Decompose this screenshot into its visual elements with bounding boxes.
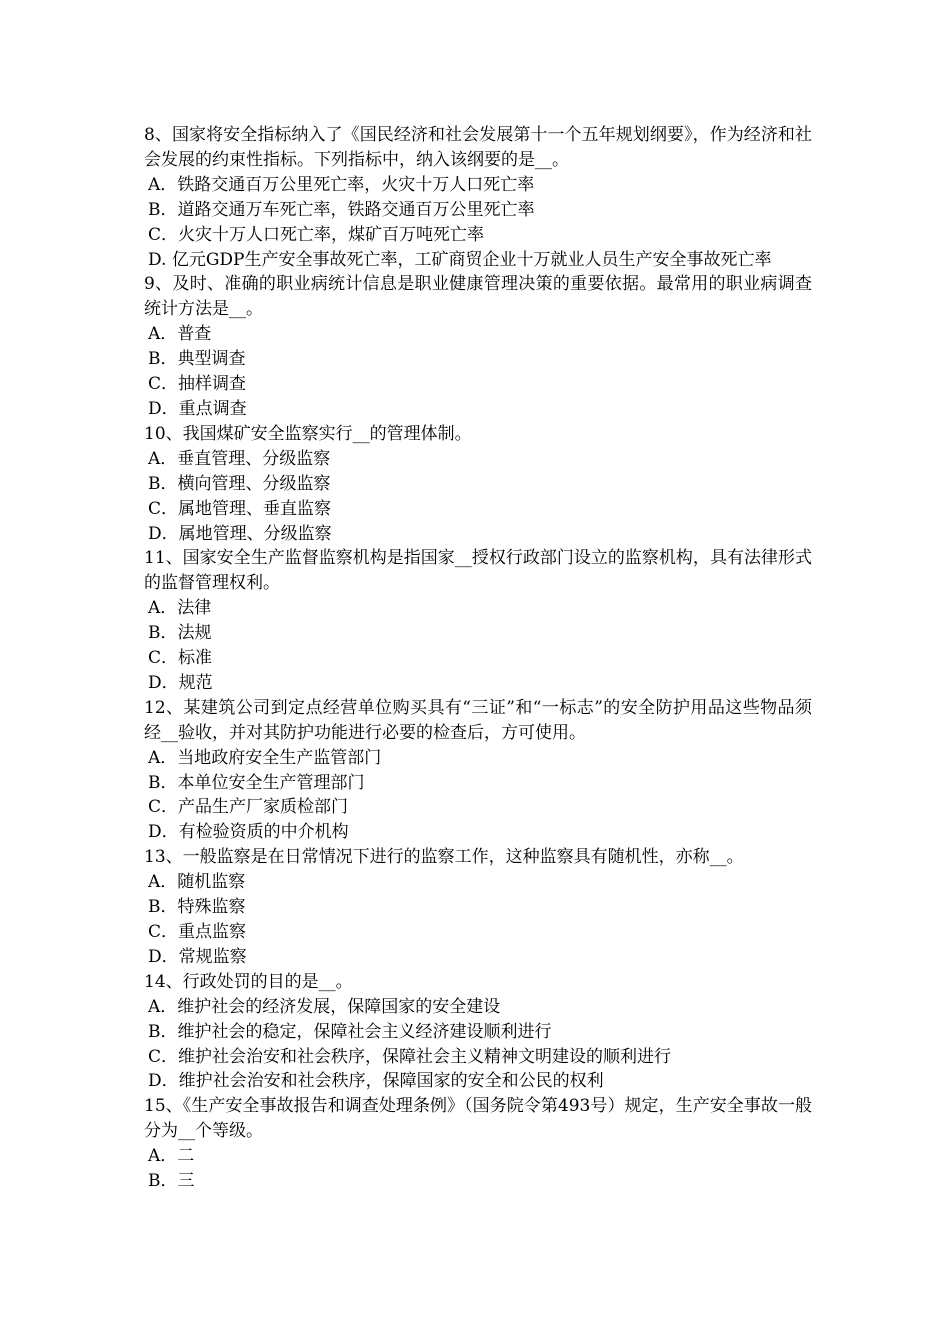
option-c: C．属地管理、垂直监察: [148, 498, 332, 519]
question-stem: 14、行政处罚的目的是__。: [144, 971, 353, 992]
option-a: A．垂直管理、分级监察: [148, 448, 331, 469]
question-stem: 13、一般监察是在日常情况下进行的监察工作，这种监察具有随机性，亦称__。: [144, 847, 744, 868]
option-c: C．标准: [148, 648, 213, 669]
question-stem: 9、及时、准确的职业病统计信息是职业健康管理决策的重要依据。最常用的职业病调查统计方法是__。: [144, 274, 812, 320]
option-a: A．维护社会的经济发展，保障国家的安全建设: [148, 996, 501, 1017]
question-15: [144, 1094, 812, 1194]
question-12: [144, 696, 812, 845]
option-d: D．维护社会治安和社会秩序，保障国家的安全和公民的权利: [148, 1071, 604, 1092]
option-d: D．常规监察: [148, 946, 247, 967]
option-a: A．二: [148, 1146, 195, 1167]
question-8: [144, 123, 812, 272]
option-a: A．当地政府安全生产监管部门: [148, 747, 382, 768]
option-d: D. 亿元GDP生产安全事故死亡率，工矿商贸企业十万就业人员生产安全事故死亡率: [148, 249, 772, 270]
option-b: B．维护社会的稳定，保障社会主义经济建设顺利进行: [148, 1021, 552, 1042]
option-d: D．规范: [148, 672, 213, 693]
question-13: [144, 845, 812, 970]
question-9: [144, 272, 812, 421]
option-c: C．维护社会治安和社会秩序，保障社会主义精神文明建设的顺利进行: [148, 1046, 672, 1067]
option-a: A．随机监察: [148, 872, 246, 893]
question-14: [144, 970, 812, 1095]
option-b: B．特殊监察: [148, 897, 246, 918]
option-a: A．法律: [148, 598, 212, 619]
option-d: D．有检验资质的中介机构: [148, 822, 349, 843]
option-a: A．铁路交通百万公里死亡率，火灾十万人口死亡率: [148, 174, 535, 195]
option-c: C．抽样调查: [148, 374, 247, 395]
question-stem: 15、《生产安全事故报告和调查处理条例》（国务院令第493号）规定，生产安全事故一般分为__个等级。: [144, 1096, 812, 1142]
option-d: D．属地管理、分级监察: [148, 523, 332, 544]
option-b: B．典型调查: [148, 349, 246, 370]
option-a: A．普查: [148, 324, 212, 345]
option-b: B．法规: [148, 623, 212, 644]
question-stem: 8、国家将安全指标纳入了《国民经济和社会发展第十一个五年规划纲要》，作为经济和社会发展的约束性指标。下列指标中，纳入该纲要的是__。: [144, 125, 812, 170]
question-stem: 12、某建筑公司到定点经营单位购买具有“三证”和“一标志”的安全防护用品这些物品须经__验收，并对其防护功能进行必要的检查后，方可使用。: [144, 697, 812, 743]
exam-content: [144, 123, 812, 1194]
option-b: B．横向管理、分级监察: [148, 473, 331, 494]
option-d: D．重点调查: [148, 398, 247, 419]
option-b: B．三: [148, 1171, 195, 1192]
question-11: [144, 546, 812, 695]
option-b: B．道路交通万车死亡率，铁路交通百万公里死亡率: [148, 199, 535, 220]
option-c: C．火灾十万人口死亡率，煤矿百万吨死亡率: [148, 224, 485, 245]
question-stem: 11、国家安全生产监督监察机构是指国家__授权行政部门设立的监察机构，具有法律形式的监督管理权利。: [144, 548, 812, 594]
option-b: B．本单位安全生产管理部门: [148, 772, 365, 793]
question-stem: 10、我国煤矿安全监察实行__的管理体制。: [144, 423, 472, 444]
option-c: C．重点监察: [148, 922, 247, 942]
option-c: C．产品生产厂家质检部门: [148, 797, 349, 818]
question-10: [144, 422, 812, 547]
